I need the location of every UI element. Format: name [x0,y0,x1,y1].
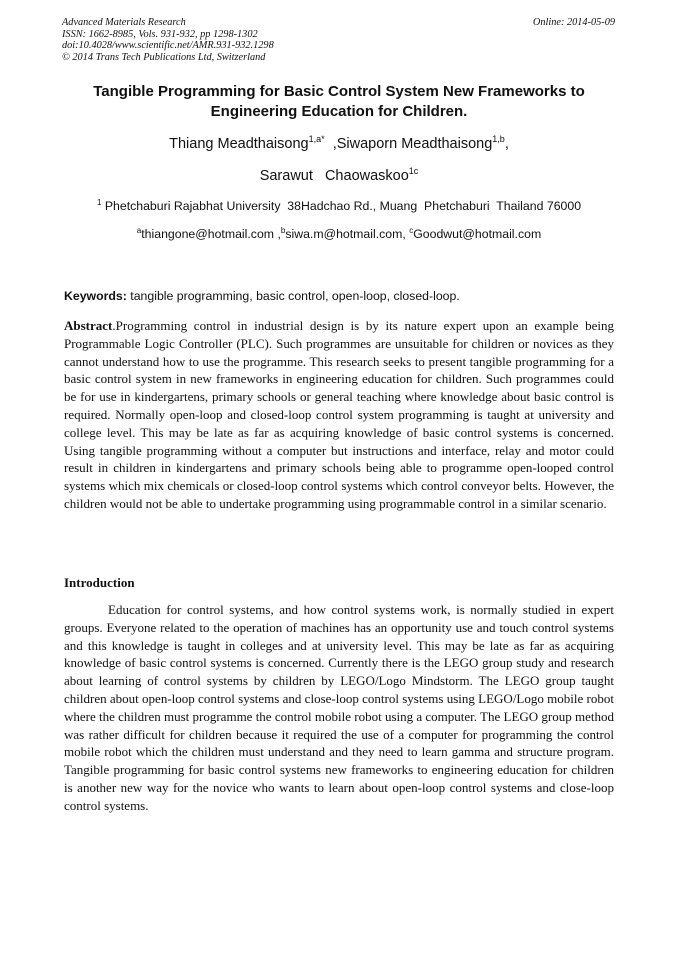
author-line-2 [40,166,638,186]
copyright-line: © 2014 Trans Tech Publications Ltd, Switzerland [62,51,266,63]
affiliation-marker: 1 [96,198,102,207]
author-1-affiliation: 1,a* [308,134,325,144]
introduction-paragraph: Education for control systems, and how control systems work, is normally studied in expert groups. Everyone related to the operation of machines has an opportunity use and touch control systems and this knowledge is taught in colleges and at university level. This may be late as far as acquiring knowledge of basic control systems is concerned. Currently there is the LEGO group study and research about learning of control systems by children by LEGO/Logo Mindstorm. The LEGO group taught children about open-loop control systems and close-loop control systems using LEGO/Logo mobile robot where the children must programme the control mobile robot using a computer. The LEGO group method was rather difficult for children because it required the use of a computer for programming the control mobile robot which the children must understand and they need to learn gamma and structure program. Tangible programming for basic control systems new frameworks to engineering education for children is another new way for the novice who wants to learn about open-loop control systems and close-loop control systems. [64,602,614,813]
abstract-label: Abstract [64,318,113,333]
email-b: siwa.m@hotmail.com, [285,227,410,241]
author-2-trail: , [504,136,509,152]
email-b-marker: b [280,226,286,235]
keywords-label: Keywords: [64,289,127,303]
title-line-1: Tangible Programming for Basic Control System New Frameworks to [93,83,585,100]
email-a: thiangone@hotmail.com , [141,227,281,241]
keywords [64,288,616,304]
author-line-1 [40,134,638,154]
affiliation [40,198,638,214]
author-2-affiliation: 1,b [492,134,505,144]
email-a-marker: a [136,226,142,235]
emails [40,226,638,242]
email-c: Goodwut@hotmail.com [413,227,542,241]
doi-line: doi:10.4028/www.scientific.net/AMR.931-932.1298 [62,40,274,52]
abstract-text: .Programming control in industrial design is by its nature expert upon an example being Programmable Logic Controller (PLC). Such programmes are unsuitable for children or novices as they cannot understand how to use the programme. This research seeks to present tangible programming for a basic control system in new frameworks in engineering education for children. Such programmes could be for use in kindergartens, primary schools or general teaching where knowledge about basic control is required. Normally open-loop and closed-loop control system programming is taught at university and college level. This may be late as far as acquiring knowledge of basic control systems is concerned. Using tangible programming without a computer but instructions and interface, relay and motor could result in children in kindergartens and primary schools being able to programme open-looped control systems which mix chemicals or closed-loop control systems which control conveyor belts. However, the children would not be able to undertake programming using programmable control in a similar scenario. [64,318,614,511]
journal-header [62,17,274,63]
author-3-affiliation: 1c [408,166,419,176]
abstract [64,317,614,513]
author-2: ,Siwaporn Meadthaisong [332,136,493,152]
author-3: Sarawut Chaowaskoo [259,168,409,184]
journal-name: Advanced Materials Research [62,17,186,28]
keywords-text: tangible programming, basic control, open-loop, closed-loop. [130,289,460,303]
introduction-heading: Introduction [64,575,135,590]
affiliation-text: Phetchaburi Rajabhat University 38Hadchao Rd., Muang Phetchaburi Thailand 76000 [104,199,582,213]
issn-line: ISSN: 1662-8985, Vols. 931-932, pp 1298-1302 [62,28,258,40]
author-1: Thiang Meadthaisong [169,136,309,152]
title-line-2: Engineering Education for Children. [210,103,468,120]
email-c-marker: c [409,226,414,235]
paper-title [40,82,638,122]
online-date: Online: 2014-05-09 [532,17,615,28]
